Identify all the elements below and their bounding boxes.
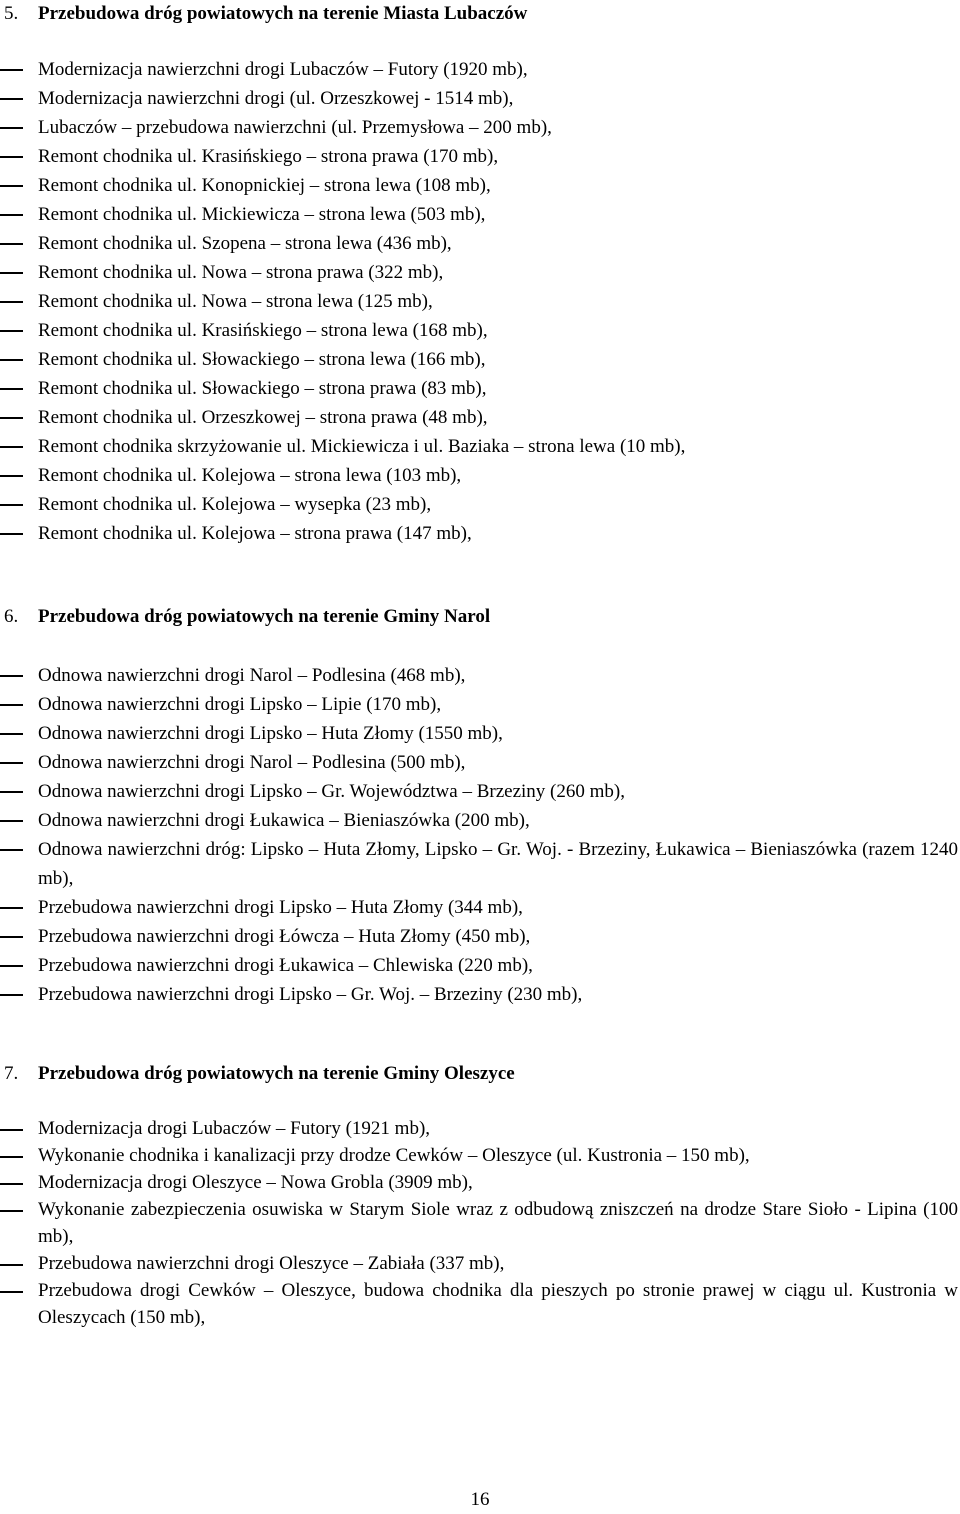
list-item-text: Remont chodnika ul. Kolejowa – strona prawa (147 mb), [38, 523, 472, 544]
list-item-text: Remont chodnika ul. Krasińskiego – strona prawa (170 mb), [38, 146, 499, 167]
dash-bullet-icon [0, 504, 23, 506]
section-title: Przebudowa dróg powiatowych na terenie Gminy Narol [38, 606, 491, 627]
list-item-text: Odnowa nawierzchni drogi Lipsko – Gr. Województwa – Brzeziny (260 mb), [38, 781, 625, 802]
list-item-text: Odnowa nawierzchni drogi Łukawica – Bieniaszówka (200 mb), [38, 810, 530, 831]
dash-bullet-icon [0, 849, 23, 851]
dash-bullet-icon [0, 733, 23, 735]
dash-bullet-icon [0, 704, 23, 706]
dash-bullet-icon [0, 446, 23, 448]
list-item [0, 748, 960, 777]
list-item [0, 200, 960, 229]
dash-bullet-icon [0, 762, 23, 764]
list-item [0, 806, 960, 835]
list-item-text: Przebudowa drogi Cewków – Oleszyce, budowa chodnika dla pieszych po stronie prawej w ciągu ul. Kustronia w Oleszycach (150 mb), [38, 1280, 958, 1328]
list-item-text: Remont chodnika ul. Nowa – strona prawa (322 mb), [38, 262, 444, 283]
dash-bullet-icon [0, 301, 23, 303]
list-item-text: Remont chodnika ul. Krasińskiego – strona lewa (168 mb), [38, 320, 488, 341]
list-item-text: Odnowa nawierzchni drogi Lipsko – Lipie (170 mb), [38, 694, 442, 715]
list-item-text: Przebudowa nawierzchni drogi Lipsko – Huta Złomy (344 mb), [38, 897, 523, 918]
list-item [0, 403, 960, 432]
list-item-text: Odnowa nawierzchni drogi Lipsko – Huta Złomy (1550 mb), [38, 723, 503, 744]
list-item [0, 345, 960, 374]
dash-bullet-icon [0, 214, 23, 216]
list-item-text: Remont chodnika ul. Słowackiego – strona prawa (83 mb), [38, 378, 487, 399]
list-item [0, 835, 960, 893]
list-item-text: Modernizacja drogi Lubaczów – Futory (1921 mb), [38, 1118, 431, 1139]
dash-bullet-icon [0, 272, 23, 274]
section-heading [0, 0, 960, 28]
list-item-text: Remont chodnika ul. Nowa – strona lewa (125 mb), [38, 291, 433, 312]
page-number: 16 [470, 1489, 490, 1510]
list-item [0, 1250, 960, 1277]
list-item-text: Przebudowa nawierzchni drogi Łukawica – Chlewiska (220 mb), [38, 955, 533, 976]
dash-bullet-icon [0, 965, 23, 967]
dash-bullet-icon [0, 388, 23, 390]
dash-bullet-icon [0, 69, 23, 71]
section-number: 7. [4, 1063, 19, 1084]
list-item-text: Wykonanie chodnika i kanalizacji przy drodze Cewków – Oleszyce (ul. Kustronia – 150 mb), [38, 1145, 750, 1166]
dash-bullet-icon [0, 1156, 23, 1158]
list-item-text: Modernizacja nawierzchni drogi Lubaczów – Futory (1920 mb), [38, 59, 528, 80]
dash-bullet-icon [0, 533, 23, 535]
section-7 [0, 1060, 960, 1331]
list-item-text: Odnowa nawierzchni drogi Narol – Podlesina (500 mb), [38, 752, 466, 773]
section-5 [0, 0, 960, 548]
list-item [0, 1142, 960, 1169]
dash-bullet-icon [0, 1183, 23, 1185]
list-item [0, 258, 960, 287]
section-heading [0, 1060, 960, 1088]
list-item [0, 777, 960, 806]
list-item-text: Remont chodnika ul. Szopena – strona lewa (436 mb), [38, 233, 452, 254]
list-item [0, 490, 960, 519]
list-item [0, 113, 960, 142]
dash-bullet-icon [0, 243, 23, 245]
dash-bullet-icon [0, 127, 23, 129]
list-item [0, 690, 960, 719]
list-item-text: Remont chodnika ul. Kolejowa – wysepka (23 mb), [38, 494, 432, 515]
list-item [0, 1169, 960, 1196]
dash-bullet-icon [0, 936, 23, 938]
section-number: 6. [4, 606, 19, 627]
item-list [0, 55, 960, 548]
list-item [0, 229, 960, 258]
list-item-text: Odnowa nawierzchni dróg: Lipsko – Huta Złomy, Lipsko – Gr. Woj. - Brzeziny, Łukawica – Bieniaszówka (razem 1240 mb), [38, 839, 958, 889]
list-item [0, 922, 960, 951]
section-6 [0, 603, 960, 1009]
dash-bullet-icon [0, 1129, 23, 1131]
dash-bullet-icon [0, 185, 23, 187]
list-item [0, 374, 960, 403]
section-title: Przebudowa dróg powiatowych na terenie Miasta Lubaczów [38, 3, 528, 24]
list-item-text: Modernizacja nawierzchni drogi (ul. Orzeszkowej - 1514 mb), [38, 88, 514, 109]
dash-bullet-icon [0, 820, 23, 822]
list-item [0, 142, 960, 171]
section-number: 5. [4, 3, 19, 24]
dash-bullet-icon [0, 156, 23, 158]
dash-bullet-icon [0, 359, 23, 361]
dash-bullet-icon [0, 907, 23, 909]
list-item [0, 84, 960, 113]
list-item-text: Przebudowa nawierzchni drogi Lipsko – Gr. Woj. – Brzeziny (230 mb), [38, 984, 583, 1005]
item-list [0, 661, 960, 1009]
list-item [0, 1196, 960, 1250]
list-item-text: Remont chodnika ul. Konopnickiej – strona lewa (108 mb), [38, 175, 491, 196]
list-item [0, 1277, 960, 1331]
list-item [0, 951, 960, 980]
dash-bullet-icon [0, 675, 23, 677]
list-item-text: Remont chodnika ul. Orzeszkowej – strona prawa (48 mb), [38, 407, 488, 428]
list-item-text: Przebudowa nawierzchni drogi Oleszyce – Zabiała (337 mb), [38, 1253, 505, 1274]
dash-bullet-icon [0, 1210, 23, 1212]
list-item [0, 980, 960, 1009]
list-item [0, 719, 960, 748]
list-item [0, 316, 960, 345]
list-item [0, 893, 960, 922]
list-item [0, 461, 960, 490]
dash-bullet-icon [0, 98, 23, 100]
section-heading [0, 603, 960, 631]
item-list [0, 1115, 960, 1331]
list-item [0, 287, 960, 316]
dash-bullet-icon [0, 791, 23, 793]
dash-bullet-icon [0, 475, 23, 477]
list-item-text: Remont chodnika ul. Słowackiego – strona lewa (166 mb), [38, 349, 486, 370]
dash-bullet-icon [0, 994, 23, 996]
list-item-text: Wykonanie zabezpieczenia osuwiska w Starym Siole wraz z odbudową zniszczeń na drodze Stare Sioło - Lipina (100 mb), [38, 1199, 958, 1247]
dash-bullet-icon [0, 1264, 23, 1266]
list-item-text: Remont chodnika ul. Kolejowa – strona lewa (103 mb), [38, 465, 462, 486]
list-item [0, 661, 960, 690]
list-item-text: Przebudowa nawierzchni drogi Łówcza – Huta Złomy (450 mb), [38, 926, 531, 947]
list-item-text: Remont chodnika skrzyżowanie ul. Mickiewicza i ul. Baziaka – strona lewa (10 mb), [38, 436, 686, 457]
dash-bullet-icon [0, 417, 23, 419]
list-item [0, 519, 960, 548]
list-item [0, 55, 960, 84]
dash-bullet-icon [0, 1291, 23, 1293]
list-item [0, 432, 960, 461]
list-item-text: Remont chodnika ul. Mickiewicza – strona lewa (503 mb), [38, 204, 486, 225]
list-item-text: Lubaczów – przebudowa nawierzchni (ul. Przemysłowa – 200 mb), [38, 117, 552, 138]
section-title: Przebudowa dróg powiatowych na terenie Gminy Oleszyce [38, 1063, 515, 1084]
list-item-text: Modernizacja drogi Oleszyce – Nowa Grobla (3909 mb), [38, 1172, 473, 1193]
list-item [0, 171, 960, 200]
list-item [0, 1115, 960, 1142]
list-item-text: Odnowa nawierzchni drogi Narol – Podlesina (468 mb), [38, 665, 466, 686]
dash-bullet-icon [0, 330, 23, 332]
